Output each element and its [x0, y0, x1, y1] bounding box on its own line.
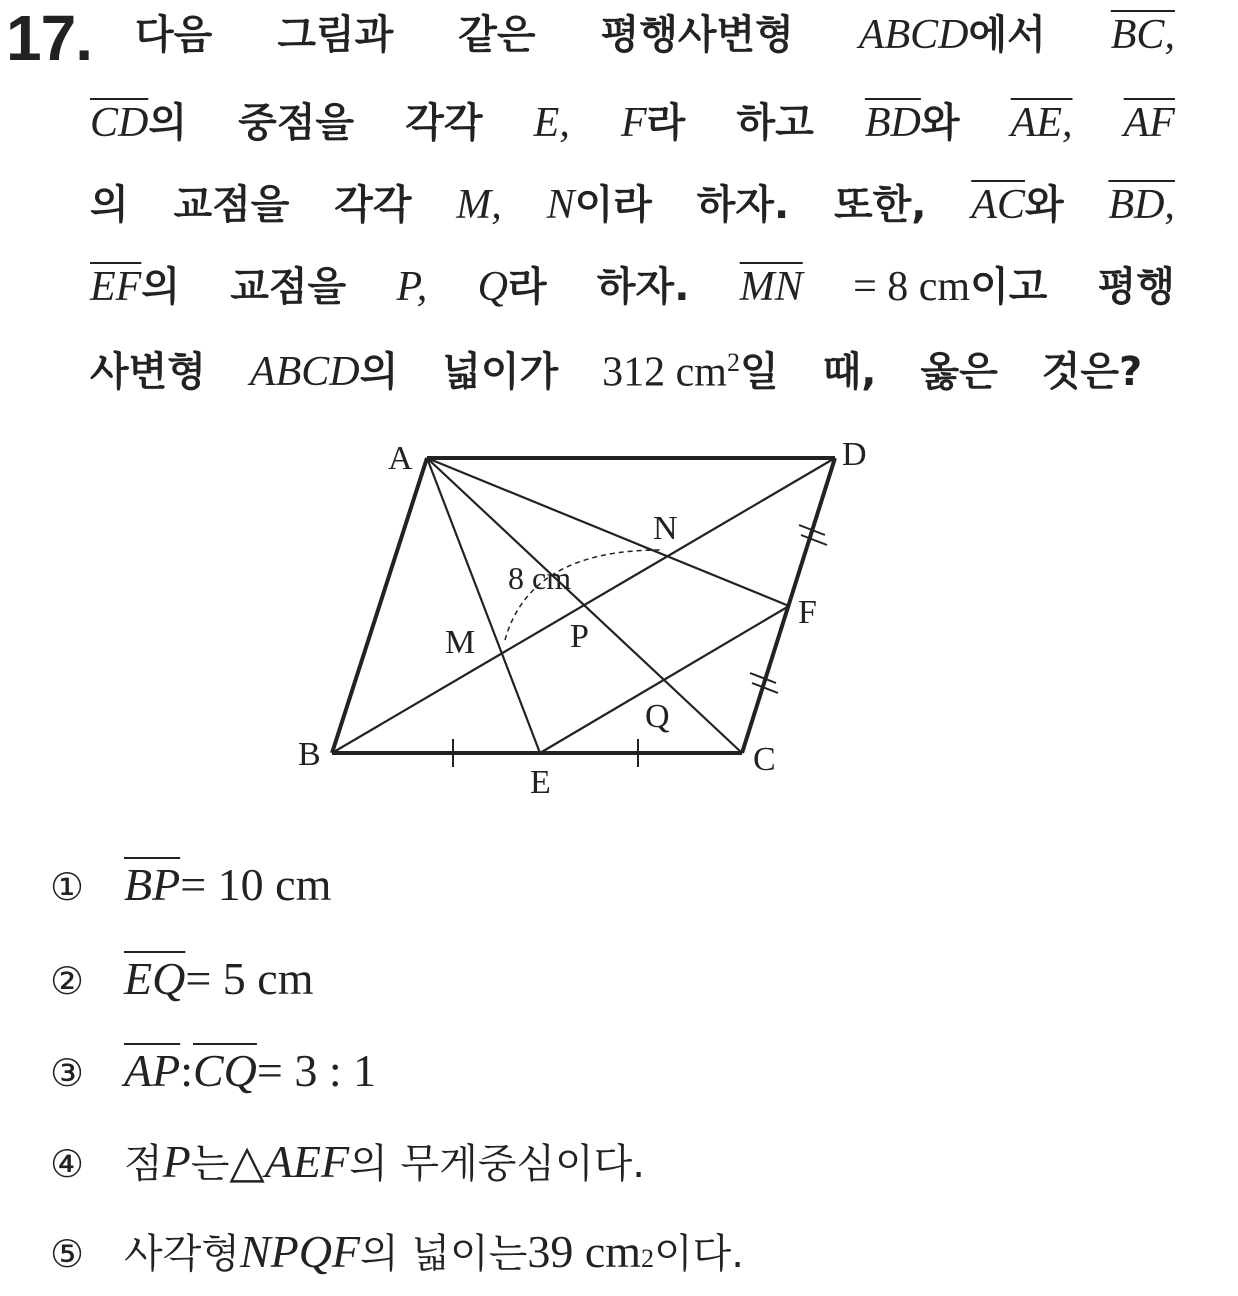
- word: [597, 262, 689, 312]
- vertex-label-f: F: [798, 594, 817, 631]
- text-fragment: 것은?: [1041, 349, 1143, 396]
- text-fragment: = 10 cm: [180, 859, 332, 910]
- vertex-label-a: A: [388, 440, 413, 477]
- word: [601, 10, 794, 60]
- word: [834, 180, 926, 230]
- text-fragment: Q: [477, 264, 508, 310]
- text-fragment: 는: [190, 1141, 230, 1187]
- text-fragment: $\overline{AP}$: [124, 1045, 181, 1096]
- text-fragment: 2: [641, 1244, 655, 1273]
- text-fragment: 다음: [135, 12, 213, 58]
- word: [859, 10, 1046, 60]
- text-fragment: △: [229, 1136, 265, 1187]
- option-number: ⑤: [50, 1232, 85, 1276]
- text-fragment: 각각: [405, 100, 483, 146]
- text-fragment: 의: [90, 182, 129, 228]
- vertex-label-b: B: [298, 736, 321, 773]
- text-fragment: 이고: [970, 264, 1048, 310]
- text-fragment: 점: [124, 1141, 163, 1187]
- text-fragment: 평행: [1097, 264, 1175, 310]
- vertex-label-p: P: [570, 618, 589, 655]
- vertex-label-d: D: [842, 436, 867, 473]
- text-fragment: 의: [359, 349, 399, 396]
- word: [456, 180, 502, 230]
- word: [277, 10, 393, 60]
- text-fragment: 의: [148, 100, 187, 146]
- text-fragment: NPQF: [239, 1226, 361, 1277]
- option-number: ③: [50, 1051, 85, 1095]
- text-fragment: = 5 cm: [185, 953, 314, 1004]
- diagonal-bd: [332, 458, 835, 753]
- word: [90, 180, 129, 230]
- word: [1108, 180, 1175, 230]
- word: [90, 347, 228, 397]
- word: [90, 262, 180, 312]
- text-fragment: N: [546, 182, 575, 228]
- vertex-label-e: E: [530, 764, 551, 801]
- text-fragment: 교점을: [173, 182, 290, 228]
- side-ba: [332, 458, 427, 753]
- text-fragment: ABCD: [249, 349, 360, 396]
- word: [1042, 347, 1164, 397]
- word: [135, 10, 212, 60]
- text-fragment: $\overline{EF}$: [90, 264, 142, 310]
- text-fragment: ABCD: [858, 12, 969, 58]
- text-fragment: 라: [646, 100, 686, 146]
- text-fragment: $\overline{AC}$: [971, 182, 1025, 228]
- text-fragment: $\overline{BD}$: [864, 100, 921, 146]
- question-line: [135, 10, 1175, 60]
- word: [238, 98, 354, 148]
- word: [534, 98, 570, 148]
- text-fragment: $\overline{CQ}$: [192, 1045, 257, 1096]
- word: [334, 180, 411, 230]
- text-fragment: 하자.: [696, 182, 790, 228]
- text-fragment: 그림과: [277, 12, 394, 58]
- segment-ae: [427, 458, 540, 753]
- word: [697, 180, 789, 230]
- word: [823, 347, 899, 397]
- word: [865, 98, 960, 148]
- text-fragment: 라: [507, 264, 547, 310]
- word: [458, 10, 535, 60]
- text-fragment: 2: [726, 348, 740, 377]
- text-fragment: 하고: [736, 100, 814, 146]
- word: [397, 262, 428, 312]
- answer-option-1[interactable]: [50, 858, 331, 914]
- vertex-label-m: M: [445, 624, 476, 661]
- word: [90, 98, 187, 148]
- option-number: ①: [50, 865, 85, 909]
- text-fragment: 의 넓이는: [360, 1231, 528, 1277]
- text-fragment: $\overline{EQ}$: [124, 953, 186, 1004]
- word: [478, 262, 547, 312]
- option-number: ④: [50, 1142, 85, 1186]
- text-fragment: 사변형: [90, 349, 206, 396]
- word: [1098, 262, 1175, 312]
- text-fragment: :: [180, 1045, 193, 1096]
- word: [230, 262, 346, 312]
- text-fragment: BC,: [1110, 12, 1175, 58]
- question-line: [90, 180, 1175, 230]
- text-fragment: 사각형: [124, 1231, 240, 1277]
- word: [1124, 98, 1175, 148]
- question-line: [90, 262, 1175, 312]
- text-fragment: 또한,: [834, 182, 927, 228]
- vertex-label-c: C: [753, 741, 776, 778]
- text-fragment: 옳은: [920, 349, 998, 396]
- word: [547, 180, 652, 230]
- text-fragment: 하자.: [596, 264, 690, 310]
- text-fragment: 에서: [968, 12, 1046, 58]
- word: [405, 98, 482, 148]
- text-fragment: P: [162, 1136, 191, 1187]
- text-fragment: 넓이가: [442, 349, 559, 396]
- text-fragment: 일: [739, 349, 779, 396]
- text-fragment: 의: [141, 264, 180, 310]
- word: [853, 262, 1047, 312]
- text-fragment: 와: [920, 100, 960, 146]
- text-fragment: 중점을: [238, 100, 355, 146]
- text-fragment: 이라: [574, 182, 652, 228]
- mn-length-label: 8 cm: [508, 560, 572, 596]
- answer-option-2[interactable]: [50, 952, 313, 1008]
- answer-option-3[interactable]: [50, 1044, 376, 1100]
- text-fragment: 평행사변형: [600, 12, 794, 58]
- text-fragment: P,: [396, 264, 428, 310]
- text-fragment: = 8 cm: [853, 264, 971, 310]
- text-fragment: 같은: [458, 12, 536, 58]
- word: [1111, 10, 1175, 60]
- text-fragment: $\overline{AF}$: [1123, 100, 1175, 146]
- answer-option-4[interactable]: [50, 1132, 645, 1188]
- text-fragment: $\overline{BP}$: [124, 859, 181, 910]
- text-fragment: 교점을: [230, 264, 347, 310]
- word: [1011, 98, 1073, 148]
- text-fragment: 와: [1024, 182, 1064, 228]
- word: [250, 347, 420, 397]
- word: [442, 347, 580, 397]
- text-fragment: M,: [456, 182, 502, 228]
- question-line: [90, 338, 1175, 397]
- text-fragment: $\overline{MN}$: [739, 264, 803, 310]
- question-line: [90, 98, 1175, 148]
- text-fragment: = 3 : 1: [256, 1045, 377, 1096]
- word: [740, 262, 803, 312]
- text-fragment: AEF: [264, 1136, 350, 1187]
- vertex-label-n: N: [653, 510, 678, 547]
- text-fragment: AE,: [1010, 100, 1073, 146]
- word: [736, 98, 813, 148]
- text-fragment: 이다.: [654, 1231, 745, 1277]
- word: [621, 98, 685, 148]
- double-tick-df: [801, 535, 827, 545]
- text-fragment: 39 cm: [527, 1226, 642, 1277]
- word: [971, 180, 1063, 230]
- text-fragment: BD,: [1108, 182, 1175, 228]
- word: [602, 338, 800, 397]
- question-number: 17.: [6, 2, 92, 74]
- text-fragment: F: [620, 100, 647, 146]
- text-fragment: 각각: [334, 182, 412, 228]
- answer-option-5[interactable]: [50, 1222, 744, 1278]
- option-number: ②: [50, 959, 85, 1003]
- word: [173, 180, 289, 230]
- word: [920, 347, 1019, 397]
- parallelogram-figure: [290, 425, 890, 815]
- text-fragment: $\overline{CD}$: [90, 100, 149, 146]
- text-fragment: 때,: [822, 349, 877, 396]
- text-fragment: E,: [533, 100, 570, 146]
- text-fragment: 312 cm: [602, 349, 727, 396]
- text-fragment: 의 무게중심이다.: [349, 1141, 645, 1187]
- segment-af: [427, 458, 789, 606]
- vertex-label-q: Q: [645, 698, 670, 735]
